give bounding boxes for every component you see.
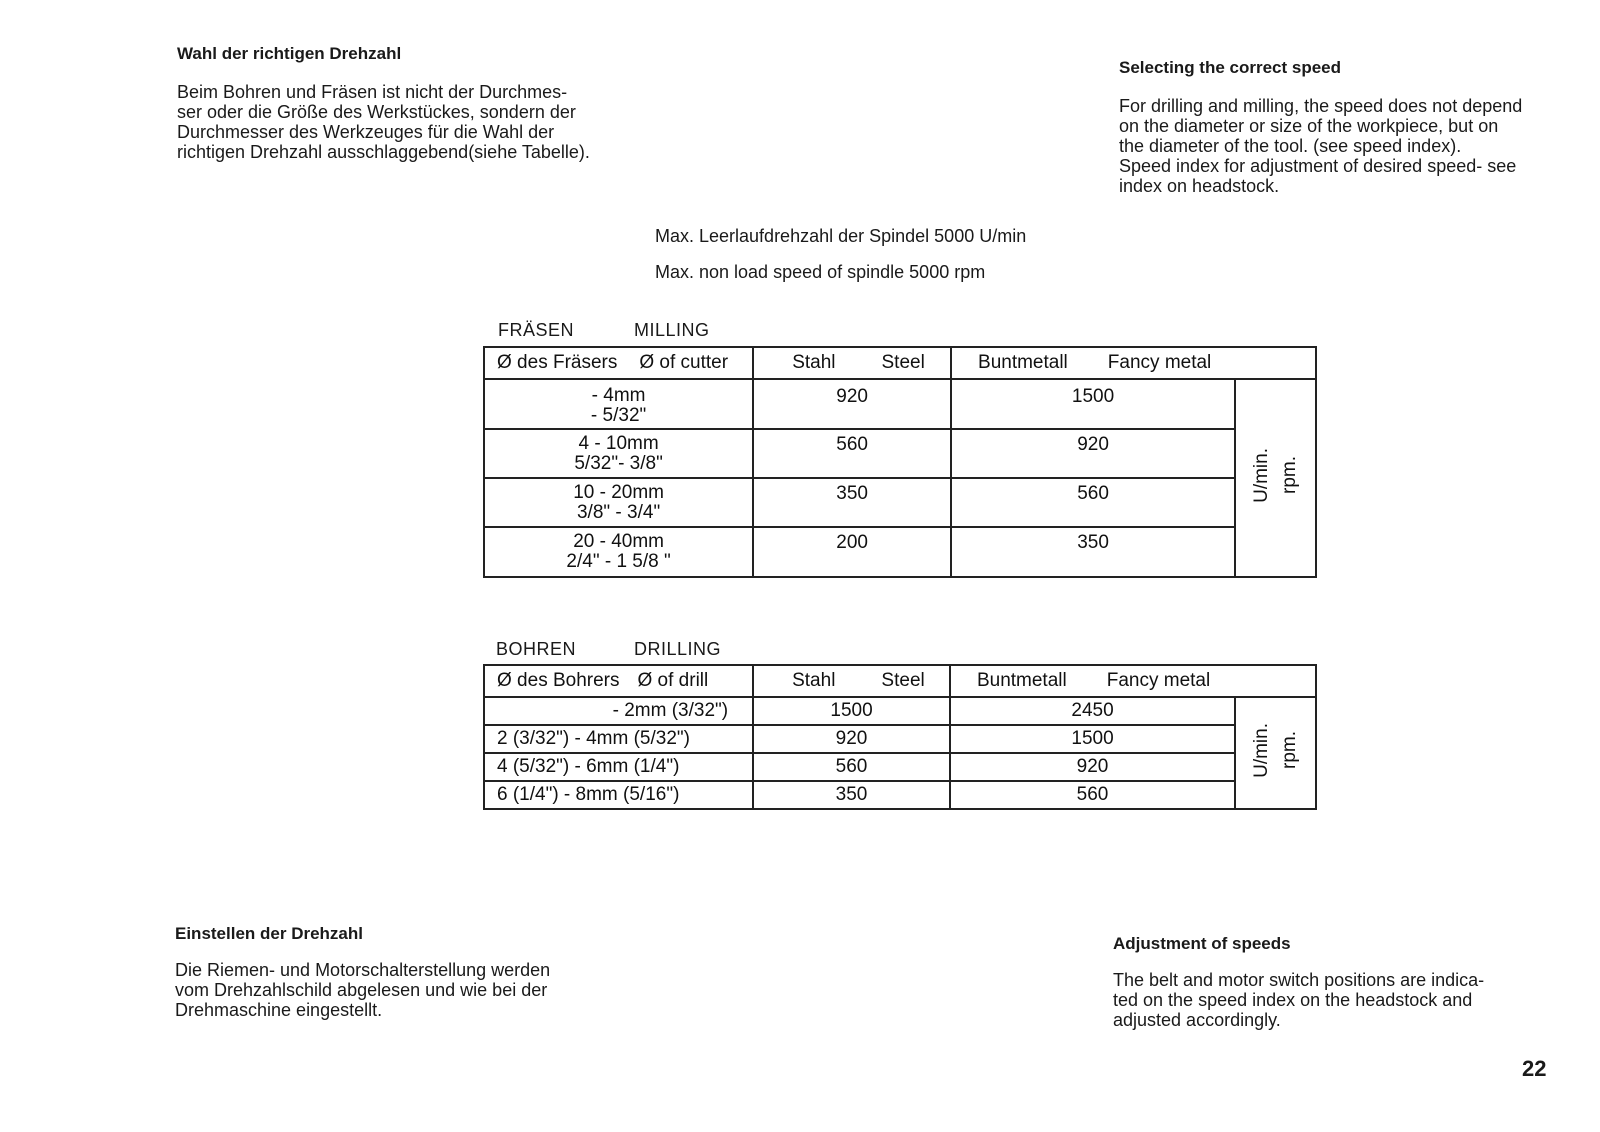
milling-unit-de: U/min. bbox=[1250, 447, 1272, 503]
drilling-header-steel bbox=[753, 665, 950, 697]
milling-title-de: FRÄSEN bbox=[498, 320, 575, 340]
drilling-fancy-cell: 1500 bbox=[950, 725, 1235, 753]
milling-steel-cell: 560 bbox=[753, 429, 951, 478]
milling-header-diameter bbox=[484, 347, 753, 379]
milling-steel-cell: 200 bbox=[753, 527, 951, 577]
drilling-table bbox=[483, 664, 1317, 810]
drilling-col2-en: Steel bbox=[881, 670, 925, 691]
section-text-speed-en: For drilling and milling, the speed does not depend on the diameter or size of the workpiece, but on the diameter of the tool. (see speed index). Speed index for adjustment of desired speed- see index on headstock. bbox=[1119, 96, 1523, 196]
section-text-speed-de: Beim Bohren und Fräsen ist nicht der Durchmes- ser oder die Größe des Werkstückes, sondern der Durchmesser des Werkzeuges für die Wahl der richtigen Drehzahl ausschlaggebend(siehe Tabelle). bbox=[177, 82, 590, 162]
milling-unit-cell bbox=[1235, 379, 1316, 577]
section-heading-speed-en: Selecting the correct speed bbox=[1119, 58, 1342, 77]
section-text-adjust-de: Die Riemen- und Motorschalterstellung werden vom Drehzahlschild abgelesen und wie bei der Drehmaschine eingestellt. bbox=[175, 960, 551, 1020]
page-number: 22 bbox=[1522, 1056, 1547, 1081]
table-row bbox=[484, 725, 1316, 753]
milling-steel-cell: 350 bbox=[753, 478, 951, 527]
milling-fancy-cell: 920 bbox=[951, 429, 1235, 478]
milling-fancy-cell: 350 bbox=[951, 527, 1235, 577]
table-row bbox=[484, 753, 1316, 781]
milling-col1-de: Ø des Fräsers bbox=[497, 352, 618, 373]
milling-unit-en: rpm. bbox=[1278, 456, 1300, 494]
milling-header-row bbox=[484, 347, 1316, 379]
milling-diameter-cell: 10 - 20mm 3/8" - 3/4" bbox=[484, 478, 753, 527]
table-row bbox=[484, 478, 1316, 527]
table-row bbox=[484, 429, 1316, 478]
milling-col2-en: Steel bbox=[881, 352, 925, 373]
table-row bbox=[484, 379, 1316, 429]
drilling-title-de: BOHREN bbox=[496, 639, 577, 659]
section-text-adjust-en: The belt and motor switch positions are indica- ted on the speed index on the headstock and adjusted accordingly. bbox=[1113, 970, 1485, 1030]
milling-diameter-cell: 4 - 10mm 5/32"- 3/8" bbox=[484, 429, 753, 478]
drilling-title-en: DRILLING bbox=[634, 639, 722, 659]
section-heading-adjust-de: Einstellen der Drehzahl bbox=[175, 924, 363, 943]
milling-title-en: MILLING bbox=[634, 320, 710, 340]
drilling-diameter-cell: 2 (3/32") - 4mm (5/32") bbox=[484, 725, 753, 753]
drilling-header-fancy bbox=[950, 665, 1316, 697]
drilling-col1-de: Ø des Bohrers bbox=[497, 670, 620, 691]
table-row bbox=[484, 781, 1316, 809]
drilling-steel-cell: 920 bbox=[753, 725, 950, 753]
drilling-fancy-cell: 560 bbox=[950, 781, 1235, 809]
table-row bbox=[484, 697, 1316, 725]
milling-header-steel bbox=[753, 347, 951, 379]
milling-col3-de: Buntmetall bbox=[978, 352, 1068, 373]
milling-col3-en: Fancy metal bbox=[1107, 352, 1212, 373]
milling-diameter-cell: - 4mm - 5/32" bbox=[484, 379, 753, 429]
table-row bbox=[484, 527, 1316, 577]
drilling-unit-de: U/min. bbox=[1250, 722, 1272, 778]
milling-col1-en: Ø of cutter bbox=[639, 352, 729, 373]
drilling-fancy-cell: 920 bbox=[950, 753, 1235, 781]
section-heading-adjust-en: Adjustment of speeds bbox=[1113, 934, 1291, 953]
max-speed-de: Max. Leerlaufdrehzahl der Spindel 5000 U/min bbox=[655, 226, 1027, 246]
drilling-diameter-cell: 6 (1/4") - 8mm (5/16") bbox=[484, 781, 753, 809]
drilling-unit-en: rpm. bbox=[1278, 731, 1300, 769]
max-speed-en: Max. non load speed of spindle 5000 rpm bbox=[655, 262, 986, 282]
milling-col2-de: Stahl bbox=[792, 352, 836, 373]
drilling-steel-cell: 350 bbox=[753, 781, 950, 809]
milling-fancy-cell: 1500 bbox=[951, 379, 1235, 429]
drilling-unit-cell bbox=[1235, 697, 1316, 809]
drilling-diameter-cell: - 2mm (3/32") bbox=[484, 697, 753, 725]
drilling-col3-en: Fancy metal bbox=[1106, 670, 1211, 691]
drilling-col2-de: Stahl bbox=[792, 670, 836, 691]
milling-steel-cell: 920 bbox=[753, 379, 951, 429]
drilling-diameter-cell: 4 (5/32") - 6mm (1/4") bbox=[484, 753, 753, 781]
milling-diameter-cell: 20 - 40mm 2/4" - 1 5/8 " bbox=[484, 527, 753, 577]
section-heading-speed-de: Wahl der richtigen Drehzahl bbox=[177, 44, 402, 63]
milling-table bbox=[483, 346, 1317, 578]
drilling-header-row bbox=[484, 665, 1316, 697]
milling-header-fancy bbox=[951, 347, 1316, 379]
drilling-steel-cell: 1500 bbox=[753, 697, 950, 725]
drilling-col3-de: Buntmetall bbox=[976, 670, 1067, 691]
drilling-fancy-cell: 2450 bbox=[950, 697, 1235, 725]
drilling-header-diameter bbox=[484, 665, 753, 697]
milling-fancy-cell: 560 bbox=[951, 478, 1235, 527]
drilling-steel-cell: 560 bbox=[753, 753, 950, 781]
drilling-col1-en: Ø of drill bbox=[637, 670, 709, 691]
